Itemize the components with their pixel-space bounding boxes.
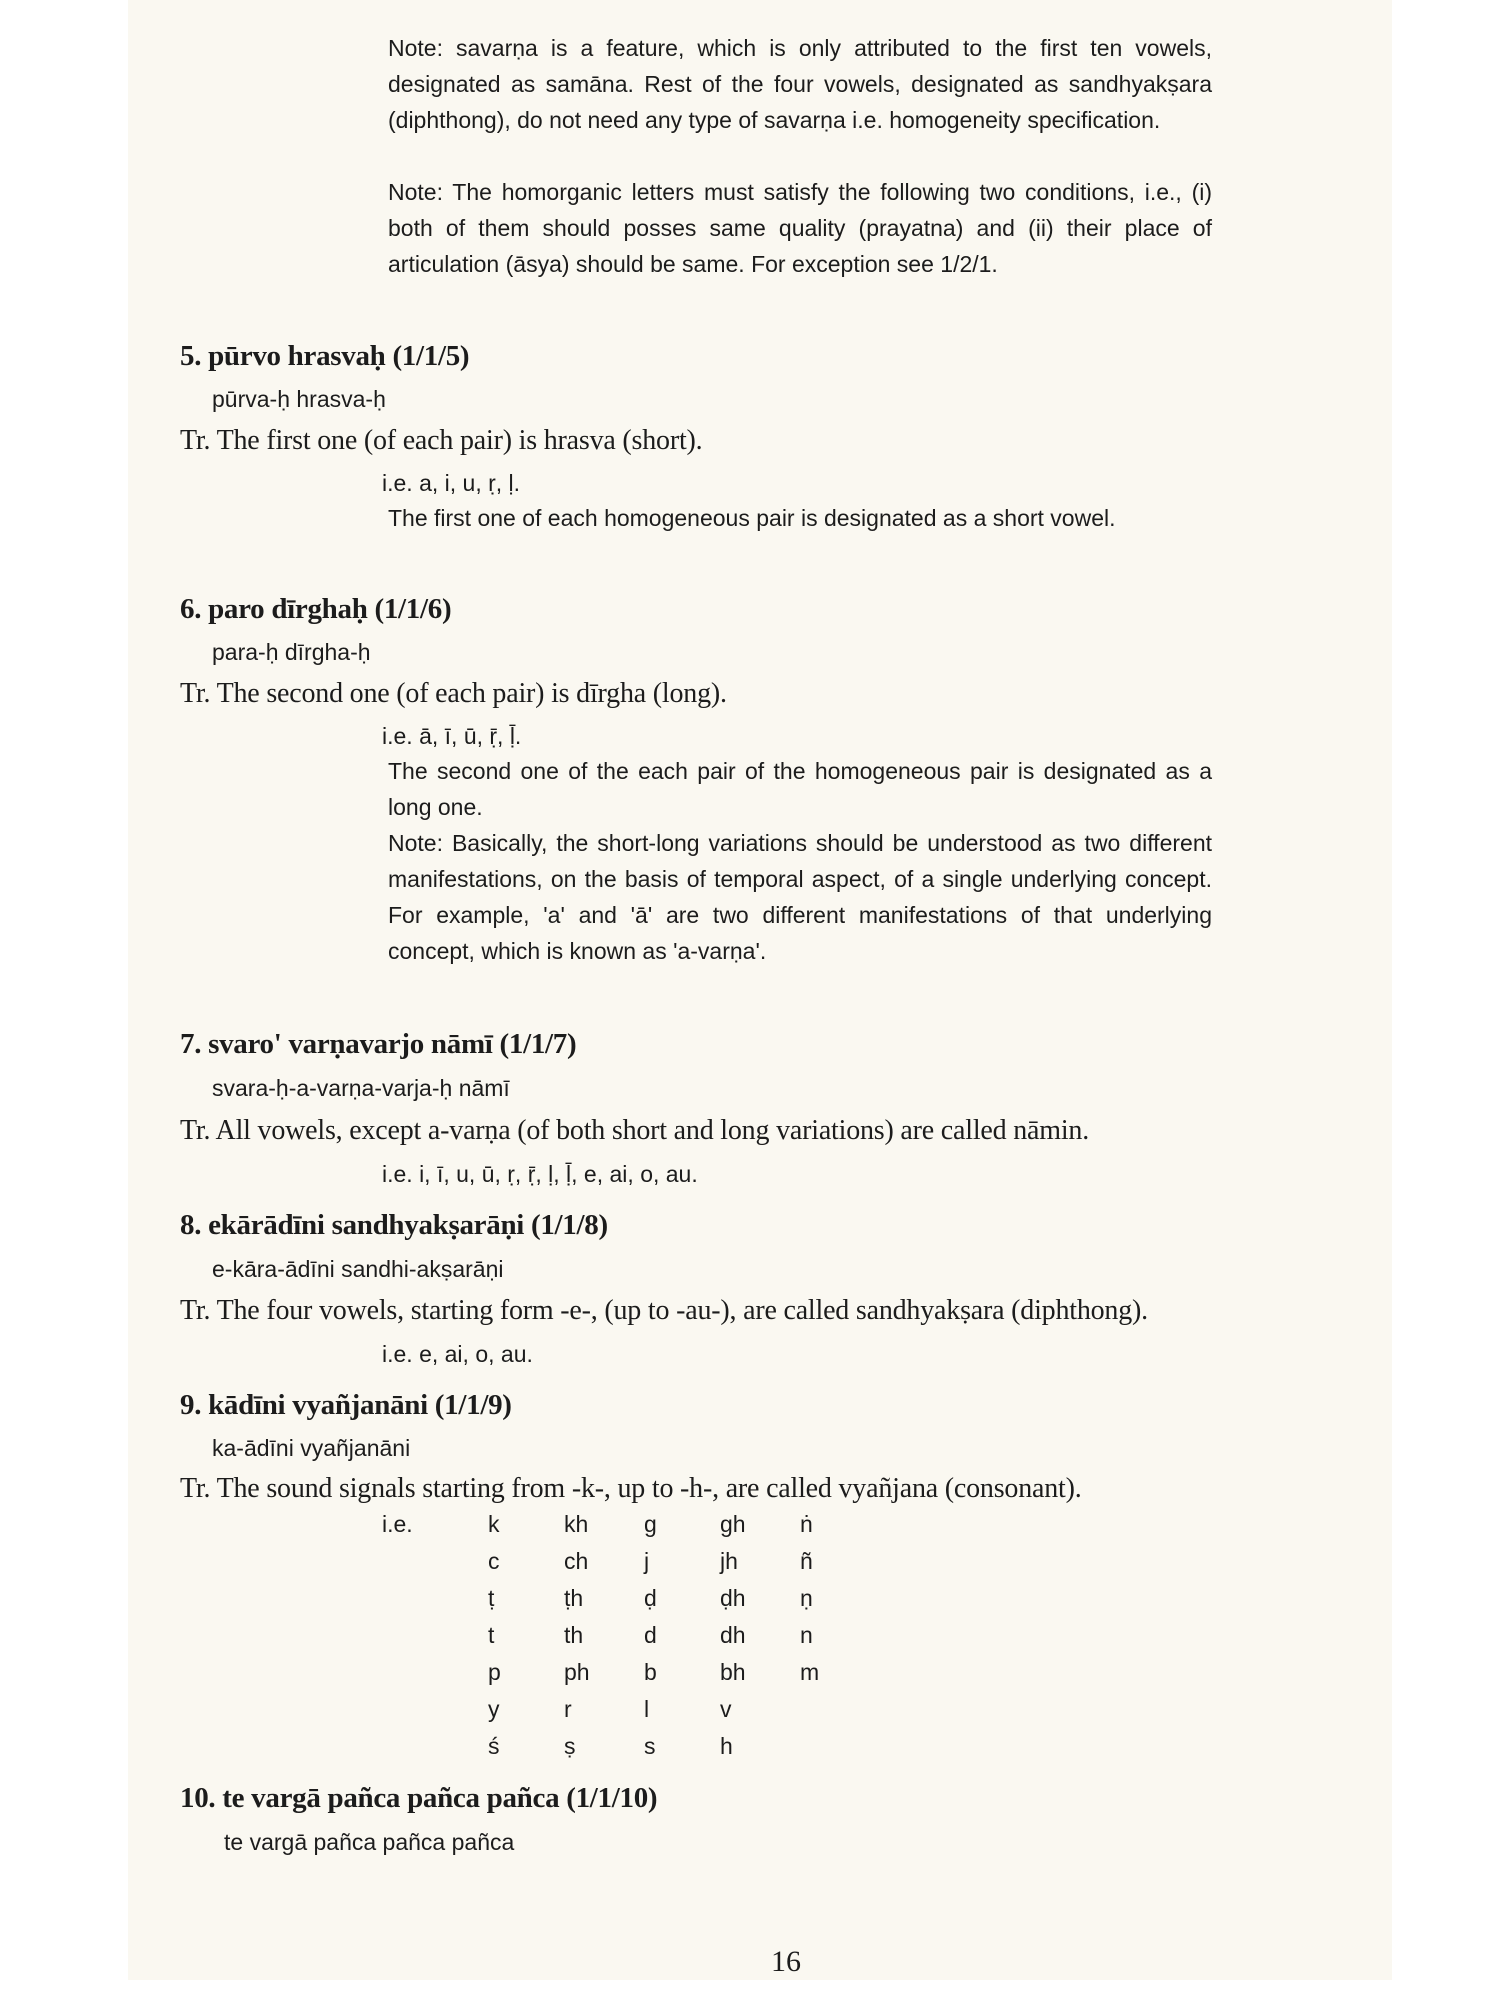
note-homorganic: Note: The homorganic letters must satisfy the following two conditions, i.e., (i) both of them should posses same quality (prayatna) and (ii) their place of articulation (āsya) should be same. For exception see 1/2/1. <box>388 179 1212 277</box>
sutra-8-examples: i.e. e, ai, o, au. <box>382 1341 533 1367</box>
consonant-cell: n <box>800 1622 813 1648</box>
sutra-5-split: pūrva-ḥ hrasva-ḥ <box>212 386 386 412</box>
consonant-cell: ṭ <box>488 1585 495 1611</box>
sutra-5-examples: i.e. a, i, u, ṛ, ḷ. <box>382 470 521 496</box>
consonant-cell: ḍ <box>644 1585 657 1611</box>
consonant-cell: d <box>644 1622 657 1648</box>
consonant-cell: ṅ <box>800 1511 813 1537</box>
sutra-7-translation: Tr. All vowels, except a-varṇa (of both short and long variations) are called nāmin. <box>180 1115 1090 1146</box>
sutra-5-translation: Tr. The first one (of each pair) is hrasva (short). <box>180 425 703 456</box>
consonant-cell: b <box>644 1659 657 1685</box>
sutra-7-split: svara-ḥ-a-varṇa-varja-ḥ nāmī <box>212 1075 510 1101</box>
consonant-cell: s <box>644 1733 656 1759</box>
sutra-6-note: Note: Basically, the short-long variations should be understood as two different manifestations, on the basis of temporal aspect, of a single underlying concept. For example, 'a' and 'ā' are two different manifestations of that underlying concept, which is known as 'a-varṇa'. <box>388 830 1212 964</box>
sutra-10-split: te vargā pañca pañca pañca <box>224 1829 515 1855</box>
consonant-cell: ś <box>488 1733 500 1759</box>
consonant-cell: ch <box>564 1548 589 1574</box>
sutra-6-translation: Tr. The second one (of each pair) is dīrgha (long). <box>180 678 727 709</box>
sutra-7-heading: 7. svaro' varṇavarjo nāmī (1/1/7) <box>180 1028 577 1060</box>
consonant-cell: r <box>564 1696 572 1722</box>
sutra-6-explanation: The second one of the each pair of the homogeneous pair is designated as a long one. <box>388 758 1212 820</box>
consonant-cell: gh <box>720 1511 746 1537</box>
consonant-cell: j <box>644 1548 650 1574</box>
consonant-cell: c <box>488 1548 500 1574</box>
consonant-cell: kh <box>564 1511 589 1537</box>
consonant-cell: m <box>800 1659 820 1685</box>
consonant-cell: bh <box>720 1659 746 1685</box>
sutra-9-heading: 9. kādīni vyañjanāni (1/1/9) <box>180 1389 512 1421</box>
consonant-cell: y <box>488 1696 500 1722</box>
consonant-cell: h <box>720 1733 733 1759</box>
consonant-cell: g <box>644 1511 657 1537</box>
consonant-table-label: i.e. <box>382 1511 413 1537</box>
sutra-8-heading: 8. ekārādīni sandhyakṣarāṇi (1/1/8) <box>180 1209 608 1241</box>
consonant-cell: jh <box>720 1548 738 1574</box>
consonant-cell: ñ <box>800 1548 813 1574</box>
sutra-9-translation: Tr. The sound signals starting from -k-, up to -h-, are called vyañjana (consonant). <box>180 1473 1082 1504</box>
consonant-cell: v <box>720 1696 732 1722</box>
sutra-9-split: ka-ādīni vyañjanāni <box>212 1435 411 1461</box>
page-number: 16 <box>771 1945 801 1978</box>
consonant-cell: ṭh <box>564 1585 584 1611</box>
note-savarna: Note: savarṇa is a feature, which is only attributed to the first ten vowels, designated as samāna. Rest of the four vowels, designated as sandhyakṣara (diphthong), do not need any type of savarṇa i.e. homogeneity specification. <box>388 35 1212 133</box>
sutra-7-examples: i.e. i, ī, u, ū, ṛ, ṝ, ḷ, ḹ, e, ai, o, au. <box>382 1161 698 1187</box>
consonant-cell: p <box>488 1659 501 1685</box>
consonant-cell: th <box>564 1622 584 1648</box>
consonant-cell: k <box>488 1511 500 1537</box>
consonant-cell: ṇ <box>800 1585 813 1611</box>
sutra-10-heading: 10. te vargā pañca pañca pañca (1/1/10) <box>180 1782 658 1814</box>
sutra-6-heading: 6. paro dīrghaḥ (1/1/6) <box>180 593 452 625</box>
consonant-cell: l <box>644 1696 650 1722</box>
consonant-cell: dh <box>720 1622 746 1648</box>
sutra-8-translation: Tr. The four vowels, starting form -e-, (up to -au-), are called sandhyakṣara (diphthong). <box>180 1295 1148 1326</box>
sutra-8-split: e-kāra-ādīni sandhi-akṣarāṇi <box>212 1256 504 1282</box>
consonant-cell: t <box>488 1622 495 1648</box>
sutra-6-split: para-ḥ dīrgha-ḥ <box>212 639 371 665</box>
sutra-5-explanation: The first one of each homogeneous pair is designated as a short vowel. <box>388 505 1116 531</box>
consonant-cell: ph <box>564 1659 590 1685</box>
sutra-6-examples: i.e. ā, ī, ū, ṝ, ḹ. <box>382 723 522 749</box>
sutra-5-heading: 5. pūrvo hrasvaḥ (1/1/5) <box>180 340 470 372</box>
consonant-cell: ṣ <box>564 1733 576 1759</box>
consonant-cell: ḍh <box>720 1585 746 1611</box>
